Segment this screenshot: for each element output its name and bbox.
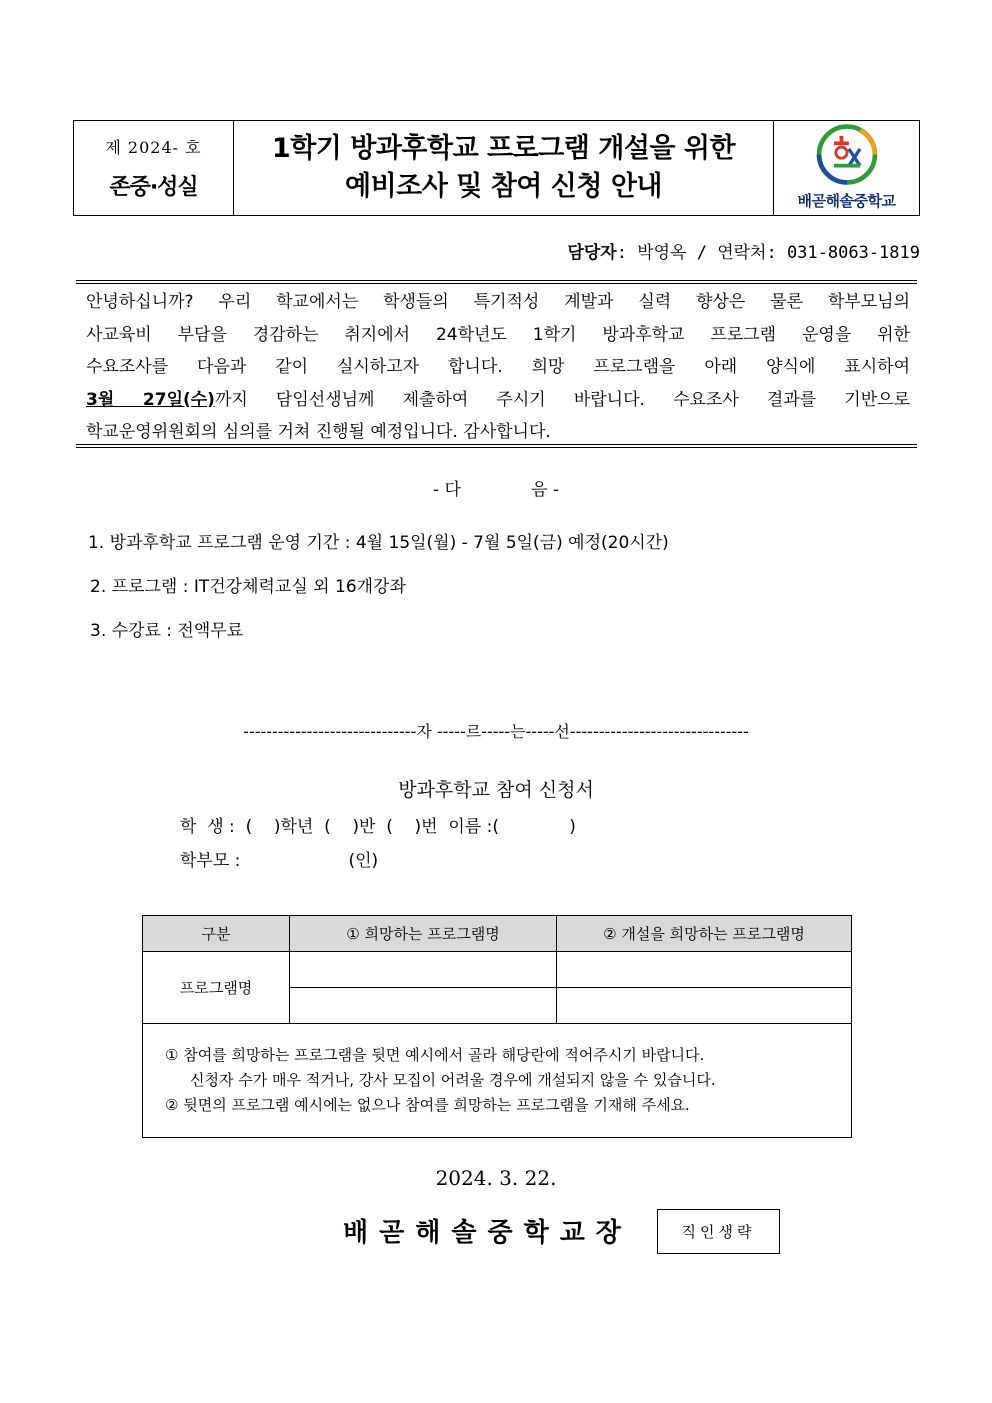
contact-person-label: 담당자 xyxy=(567,243,617,263)
contact-person-value: : 박영옥 / xyxy=(616,243,718,263)
program-table xyxy=(142,915,852,1138)
intro-paragraph xyxy=(86,286,910,449)
note-line: 신청자 수가 매우 적거나, 강사 모집이 어려울 경우에 개설되지 않을 수 있습니다. xyxy=(190,1071,716,1089)
cut-line: ------------------------------자 -----르-----는-----선------------------------------- xyxy=(243,722,749,741)
header-title-cell xyxy=(234,121,774,215)
table-row xyxy=(143,952,852,988)
seal-box: 직인생략 xyxy=(657,1209,780,1254)
table-notes-row xyxy=(143,1024,852,1138)
intro-line: 학교운영위원회의 심의를 거쳐 진행될 예정입니다. 감사합니다. xyxy=(86,422,551,442)
header-logo-cell xyxy=(774,121,919,215)
row-label: 프로그램명 xyxy=(143,952,290,1024)
contact-info xyxy=(567,238,920,263)
student-info-field[interactable]: 학 생 : ( )학년 ( )반 ( )번 이름 :( ) xyxy=(180,817,576,837)
list-item: 3. 수강료 : 전액무료 xyxy=(90,621,244,641)
note-line: ① 참여를 희망하는 프로그램을 뒷면 예시에서 골라 해당란에 적어주시기 바랍니다. xyxy=(165,1046,705,1064)
wish-program-input[interactable] xyxy=(290,988,557,1024)
column-header: ① 희망하는 프로그램명 xyxy=(290,916,557,952)
intro-line: 수요조사를 다음과 같이 실시하고자 합니다. 희망 프로그램을 아래 양식에 표시하여 xyxy=(86,357,910,377)
intro-line: 안녕하십니까? 우리 학교에서는 학생들의 특기적성 계발과 실력 향상은 물론 학부모님의 xyxy=(86,292,910,312)
contact-phone-value: : 031-8063-1819 xyxy=(766,243,920,263)
intro-line xyxy=(86,384,910,417)
new-program-input[interactable] xyxy=(557,952,852,988)
document-date: 2024. 3. 22. xyxy=(435,1166,557,1190)
column-header: ② 개설을 희망하는 프로그램명 xyxy=(557,916,852,952)
column-header: 구분 xyxy=(143,916,290,952)
table-header-row xyxy=(143,916,852,952)
document-header xyxy=(73,120,920,216)
list-item: 1. 방과후학교 프로그램 운영 기간 : 4월 15일(월) - 7월 5일(금) 예정(20시간) xyxy=(88,533,669,553)
principal-title: 배곧해솔중학교장 xyxy=(343,1218,632,1248)
header-left-cell xyxy=(74,121,234,215)
parent-signature-field[interactable]: 학부모 : (인) xyxy=(180,851,379,871)
contact-phone-label: 연락처 xyxy=(717,243,767,263)
document-title-line2: 예비조사 및 참여 신청 안내 xyxy=(344,171,662,202)
deadline-date: 3월 27일(수) xyxy=(86,389,215,410)
note-line: ② 뒷면의 프로그램 예시에는 없으나 참여를 희망하는 프로그램을 기재해 주세요. xyxy=(165,1096,690,1114)
intro-line-rest: 까지 담임선생님께 제출하여 주시기 바랍니다. 수요조사 결과를 기반으로 xyxy=(214,389,910,410)
new-program-input[interactable] xyxy=(557,988,852,1024)
divider-bottom xyxy=(76,444,917,448)
list-item: 2. 프로그램 : IT건강체력교실 외 16개강좌 xyxy=(90,577,406,597)
school-emblem-icon xyxy=(811,121,883,188)
wish-program-input[interactable] xyxy=(290,952,557,988)
section-heading: - 다 음 - xyxy=(432,480,560,500)
document-number: 제 2024- 호 xyxy=(105,138,202,157)
table-notes xyxy=(143,1024,852,1138)
school-motto: 존중·성실 xyxy=(109,175,198,200)
school-name: 배곧해솔중학교 xyxy=(797,192,896,210)
form-title: 방과후학교 참여 신청서 xyxy=(398,779,594,801)
intro-line: 사교육비 부담을 경감하는 취지에서 24학년도 1학기 방과후학교 프로그램 운영을 위한 xyxy=(86,324,910,345)
divider-top xyxy=(76,280,917,284)
document-title-line1: 1학기 방과후학교 프로그램 개설을 위한 xyxy=(271,133,736,164)
